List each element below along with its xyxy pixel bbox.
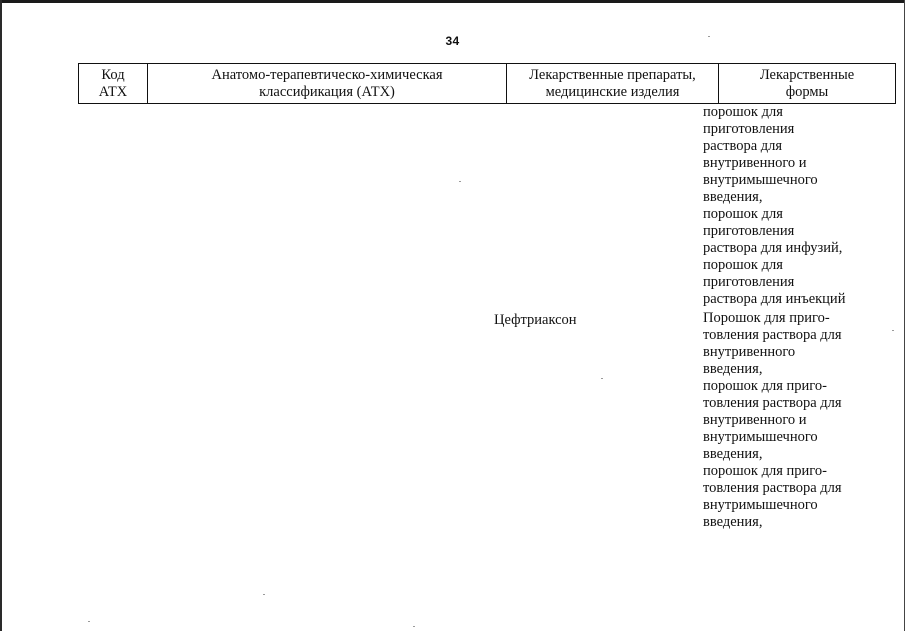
scan-edge-left: [0, 0, 2, 631]
header-classification-line: Анатомо-терапевтическо-химическая: [211, 66, 443, 83]
dosage-forms-continued: [703, 104, 863, 308]
dosage-form-line: внутримышечного: [703, 429, 818, 445]
dosage-form-line: введения,: [703, 514, 763, 530]
dosage-form-line: товления раствора для: [703, 480, 842, 496]
dosage-form-line: внутривенного и: [703, 412, 807, 428]
header-drugs-line: медицинские изделия: [545, 83, 680, 100]
scan-speck: [459, 181, 461, 182]
scan-speck: [88, 621, 90, 622]
scan-speck: [263, 594, 265, 595]
dosage-form-line: приготовления: [703, 274, 795, 290]
dosage-form-line: приготовления: [703, 121, 795, 137]
header-cell-code: [79, 64, 148, 104]
dosage-form-line: внутривенного: [703, 344, 796, 360]
dosage-form-line: порошок для приго-: [703, 463, 827, 479]
header-cell-forms: [719, 64, 896, 104]
header-cell-drugs: [507, 64, 719, 104]
dosage-form-line: товления раствора для: [703, 395, 842, 411]
dosage-form-line: порошок для: [703, 104, 783, 120]
dosage-form-line: введения,: [703, 189, 763, 205]
scan-speck: [708, 36, 710, 37]
table-header: [78, 63, 896, 104]
dosage-form-line: внутримышечного: [703, 172, 818, 188]
dosage-form-line: порошок для: [703, 206, 783, 222]
dosage-form-line: внутривенного и: [703, 155, 807, 171]
dosage-form-line: Порошок для приго-: [703, 310, 830, 326]
dosage-form-line: введения,: [703, 361, 763, 377]
dosage-form-line: товления раствора для: [703, 327, 842, 343]
dosage-form-line: раствора для инъекций: [703, 291, 846, 307]
dosage-form-line: введения,: [703, 446, 763, 462]
dosage-form-line: порошок для приго-: [703, 378, 827, 394]
dosage-form-line: внутримышечного: [703, 497, 818, 513]
header-code-line: Код: [101, 66, 125, 83]
header-code-line: АТХ: [98, 83, 128, 100]
header-drugs-line: Лекарственные препараты,: [529, 66, 696, 83]
scan-speck: [892, 330, 894, 331]
dosage-form-line: порошок для: [703, 257, 783, 273]
header-forms-line: формы: [785, 83, 829, 100]
dosage-form-line: раствора для: [703, 138, 783, 154]
header-classification-line: классификация (АТХ): [259, 83, 395, 100]
header-cell-classification: [148, 64, 507, 104]
dosage-forms-ceftriaxone: [703, 310, 863, 531]
table-header-row: [79, 64, 896, 104]
dosage-form-line: раствора для инфузий,: [703, 240, 843, 256]
drug-name-ceftriaxone: Цефтриаксон: [494, 312, 577, 328]
page-number: 34: [445, 34, 460, 48]
scan-speck: [413, 626, 415, 627]
scan-speck: [601, 378, 603, 379]
scan-edge-top: [0, 0, 905, 3]
dosage-form-line: приготовления: [703, 223, 795, 239]
header-forms-line: Лекарственные: [759, 66, 855, 83]
